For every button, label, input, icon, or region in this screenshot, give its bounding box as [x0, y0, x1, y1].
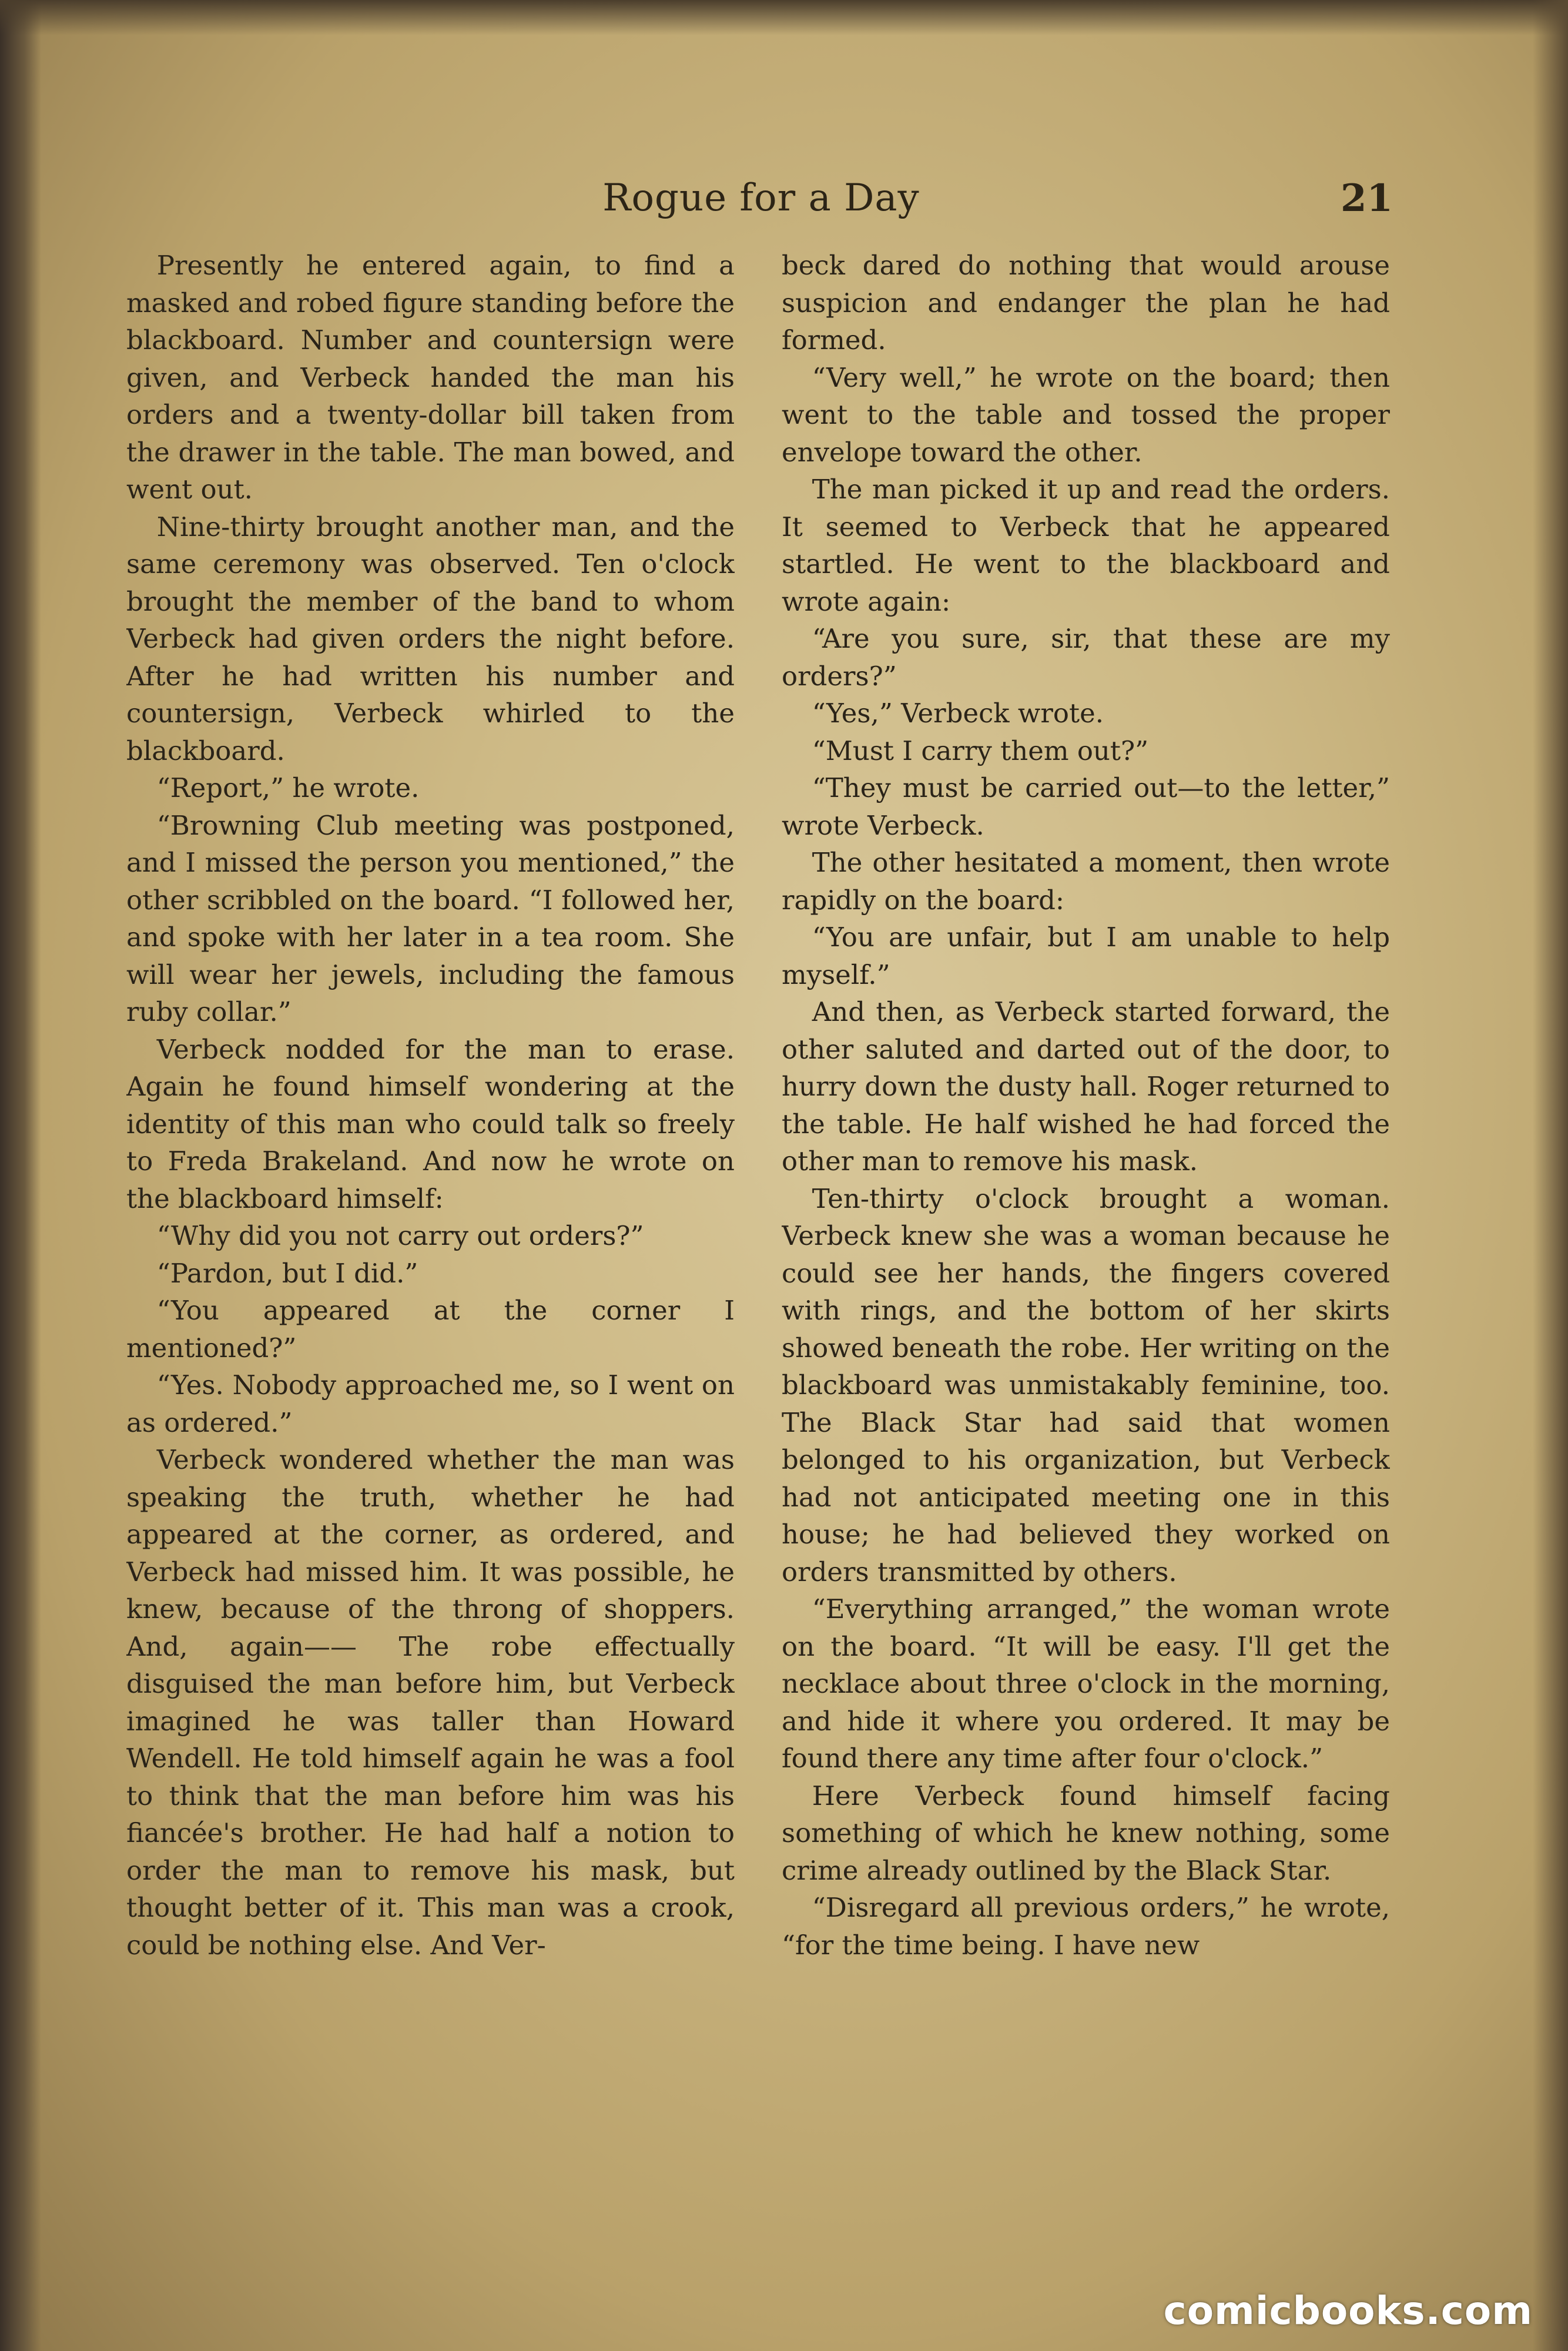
paragraph: And then, as Verbeck started forward, the other saluted and darted out of the door, to hurry down the dusty hall. Roger returned to the table. He half wished he had forced the other man to remove his mask. — [782, 996, 1390, 1177]
paragraph: Here Verbeck found himself facing something of which he knew nothing, some crime already outlined by the Black Star. — [782, 1780, 1390, 1886]
left-column — [126, 247, 735, 2139]
paragraph: “Are you sure, sir, that these are my orders?” — [782, 623, 1390, 692]
paragraph: Verbeck wondered whether the man was speaking the truth, whether he had appeared at the corner, as ordered, and Verbeck had missed him. It was possible, he knew, because of the throng of shoppers. And, again—— The robe effectually disguised the man before him, but Verbeck imagined he was taller than Howard Wendell. He told himself again he was a fool to think that the man before him was his fiancée's brother. He had half a notion to order the man to remove his mask, but thought better of it. This man was a crook, could be nothing else. And Ver- — [126, 1444, 735, 1961]
text-columns — [126, 247, 1390, 2139]
right-column — [782, 247, 1390, 2139]
page-shadow-right — [1533, 0, 1568, 2351]
paragraph: “They must be carried out—to the letter,” wrote Verbeck. — [782, 772, 1390, 841]
paragraph: “Browning Club meeting was postponed, and I missed the person you mentioned,” the other scribbled on the board. “I followed her, and spoke with her later in a tea room. She will wear her jewels, including the famous ruby collar.” — [126, 809, 735, 1027]
page-shadow-top — [0, 0, 1568, 35]
paragraph: “Very well,” he wrote on the board; then went to the table and tossed the proper envelope toward the other. — [782, 361, 1390, 468]
paragraph: The man picked it up and read the orders. It seemed to Verbeck that he appeared startled. He went to the blackboard and wrote again: — [782, 474, 1390, 617]
paragraph: “Pardon, but I did.” — [156, 1257, 418, 1289]
paragraph: “Yes. Nobody approached me, so I went on as ordered.” — [126, 1369, 735, 1438]
paragraph: Presently he entered again, to find a masked and robed figure standing before the blackboard. Number and countersign were given, and Verbeck handed the man his orders and a twenty-dollar bill taken from the drawer in the table. The man bowed, and went out. — [126, 250, 735, 505]
paragraph: “Disregard all previous orders,” he wrote, “for the time being. I have new — [782, 1892, 1390, 1961]
watermark: comicbooks.com — [1163, 2288, 1533, 2333]
paragraph: Nine-thirty brought another man, and the same ceremony was observed. Ten o'clock brought the member of the band to whom Verbeck had given orders the night before. After he had written his number and countersign, Verbeck whirled to the blackboard. — [126, 511, 735, 766]
paragraph: Verbeck nodded for the man to erase. Again he found himself wondering at the identity of this man who could talk so freely to Freda Brakeland. And now he wrote on the blackboard himself: — [126, 1033, 735, 1214]
paragraph: “Why did you not carry out orders?” — [156, 1220, 644, 1251]
running-title: Rogue for a Day — [602, 176, 920, 220]
paragraph: “Must I carry them out?” — [812, 735, 1149, 766]
paragraph: “Everything arranged,” the woman wrote on the board. “It will be easy. I'll get the necklace about three o'clock in the morning, and hide it where you ordered. It may be found there any time after four o'clock.” — [782, 1593, 1390, 1774]
running-head — [129, 176, 1393, 229]
paragraph: “Yes,” Verbeck wrote. — [812, 698, 1104, 729]
page-shadow-left — [0, 0, 41, 2351]
paragraph: Ten-thirty o'clock brought a woman. Verbeck knew she was a woman because he could see her hands, the fingers covered with rings, and the bottom of her skirts showed beneath the robe. Her writing on the blackboard was unmistakably feminine, too. The Black Star had said that women belonged to his organization, but Verbeck had not anticipated meeting one in this house; he had believed they worked on orders transmitted by others. — [782, 1183, 1390, 1588]
paragraph: “You appeared at the corner I mentioned?” — [126, 1295, 735, 1364]
paragraph: “Report,” he wrote. — [156, 772, 420, 803]
page-number: 21 — [1340, 176, 1393, 220]
paragraph: The other hesitated a moment, then wrote rapidly on the board: — [782, 847, 1390, 916]
paragraph: beck dared do nothing that would arouse suspicion and endanger the plan he had formed. — [782, 250, 1390, 356]
paragraph: “You are unfair, but I am unable to help myself.” — [782, 922, 1390, 990]
